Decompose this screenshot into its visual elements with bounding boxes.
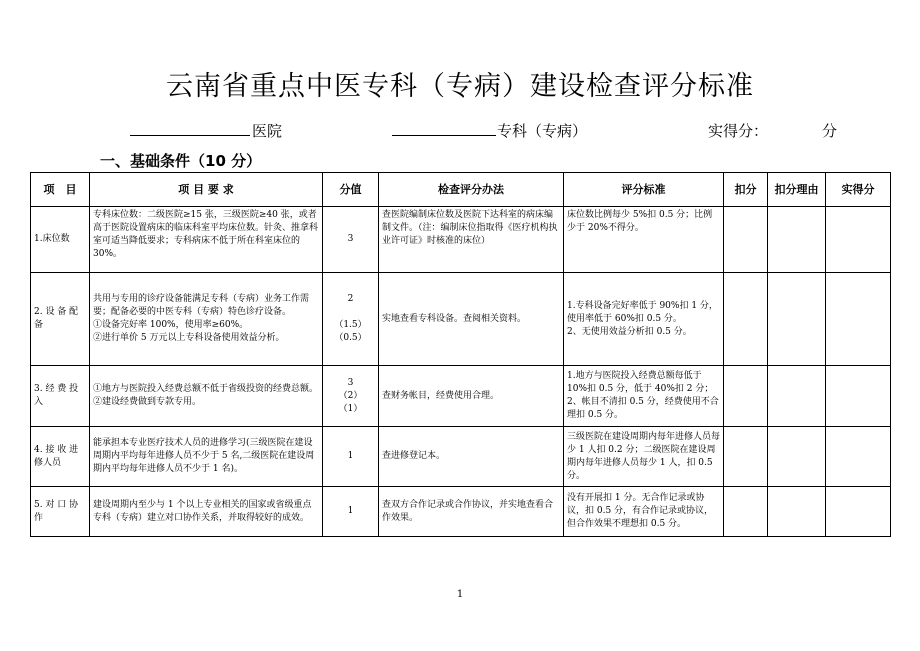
- header-reason: 扣分理由: [768, 173, 826, 207]
- deduct-cell[interactable]: [724, 273, 768, 366]
- score-unit: 分: [822, 122, 838, 140]
- header-method: 检查评分办法: [379, 173, 564, 207]
- page-number: 1: [456, 589, 464, 600]
- header-score: 分值: [323, 173, 379, 207]
- table-row: [31, 366, 891, 427]
- reason-cell[interactable]: [768, 273, 826, 366]
- scoring-table: [30, 172, 891, 537]
- row-score: 3 （2） （1）: [323, 366, 379, 427]
- row-requirement: 专科床位数：二级医院≥15 张，三级医院≥40 张，或者高于医院设置病床的临床科室平均床位数。针灸、推拿科室可适当降低要求；专科病床不低于所在科室床位的 30%。: [90, 207, 323, 273]
- hospital-label: 医院: [252, 122, 283, 140]
- deduct-cell[interactable]: [724, 366, 768, 427]
- deduct-cell[interactable]: [724, 487, 768, 537]
- reason-cell[interactable]: [768, 366, 826, 427]
- row-item: 3. 经 费 投 入: [31, 366, 90, 427]
- row-item: 2. 设 备 配 备: [31, 273, 90, 366]
- table-row: [31, 487, 891, 537]
- header-actual: 实得分: [826, 173, 891, 207]
- row-criteria: 没有开展扣 1 分。无合作记录或协议，扣 0.5 分，有合作记录或协议，但合作效果不理想扣 0.5 分。: [564, 487, 724, 537]
- header-requirement: 项 目 要 求: [90, 173, 323, 207]
- reason-cell[interactable]: [768, 207, 826, 273]
- row-method: 查医院编制床位数及医院下达科室的病床编制文件。（注：编制床位指取得《医疗机构执业许可证》时核准的床位）: [379, 207, 564, 273]
- row-score: 2 （1.5） （0.5）: [323, 273, 379, 366]
- row-score: 3: [323, 207, 379, 273]
- row-criteria: 1.专科设备完好率低于 90%扣 1 分，使用率低于 60%扣 0.5 分。 2、无使用效益分析扣 0.5 分。: [564, 273, 724, 366]
- row-method: 查进修登记本。: [379, 427, 564, 487]
- section-title: 一、基础条件（10 分）: [100, 152, 262, 170]
- deduct-cell[interactable]: [724, 207, 768, 273]
- actual-score-cell[interactable]: [826, 273, 891, 366]
- row-requirement: 共用与专用的诊疗设备能满足专科（专病）业务工作需要；配备必要的中医专科（专病）特色诊疗设备。 ①设备完好率 100%，使用率≥60%。 ②进行单价 5 万元以上专科设备使用效益分析。: [90, 273, 323, 366]
- header-item: 项 目: [31, 173, 90, 207]
- actual-score-cell[interactable]: [826, 207, 891, 273]
- score-label: 实得分：: [708, 122, 769, 140]
- actual-score-cell[interactable]: [826, 366, 891, 427]
- header-deduct: 扣分: [724, 173, 768, 207]
- row-item: 4. 接 收 进 修人员: [31, 427, 90, 487]
- row-method: 查双方合作记录或合作协议，并实地查看合作效果。: [379, 487, 564, 537]
- table-row: [31, 427, 891, 487]
- header-fields: [0, 120, 920, 142]
- row-item: 1.床位数: [31, 207, 90, 273]
- row-score: 1: [323, 427, 379, 487]
- row-requirement: ①地方与医院投入经费总额不低于省级投资的经费总额。 ②建设经费做到专款专用。: [90, 366, 323, 427]
- table-row: [31, 273, 891, 366]
- row-requirement: 建设周期内至少与 1 个以上专业相关的国家或省级重点专科（专病）建立对口协作关系，并取得较好的成效。: [90, 487, 323, 537]
- table-header-row: [31, 173, 891, 207]
- document-title: 云南省重点中医专科（专病）建设检查评分标准: [166, 71, 754, 102]
- row-requirement: 能承担本专业医疗技术人员的进修学习(三级医院在建设周期内平均每年进修人员不少于 5 名,二级医院在建设周期内平均每年进修人员不少于 1 名)。: [90, 427, 323, 487]
- row-criteria: 三级医院在建设周期内每年进修人员每少 1 人扣 0.2 分；二级医院在建设周期内每年进修人员每少 1 人，扣 0.5 分。: [564, 427, 724, 487]
- actual-score-cell[interactable]: [826, 487, 891, 537]
- reason-cell[interactable]: [768, 427, 826, 487]
- reason-cell[interactable]: [768, 487, 826, 537]
- hospital-blank: [130, 135, 250, 136]
- specialty-blank: [392, 135, 496, 136]
- row-method: 实地查看专科设备。查阅相关资料。: [379, 273, 564, 366]
- row-criteria: 床位数比例每少 5%扣 0.5 分；比例少于 20%不得分。: [564, 207, 724, 273]
- row-score: 1: [323, 487, 379, 537]
- row-method: 查财务帐目，经费使用合理。: [379, 366, 564, 427]
- specialty-label: 专科（专病）: [497, 122, 588, 140]
- header-criteria: 评分标准: [564, 173, 724, 207]
- actual-score-cell[interactable]: [826, 427, 891, 487]
- table-row: [31, 207, 891, 273]
- row-criteria: 1.地方与医院投入经费总额每低于 10%扣 0.5 分，低于 40%扣 2 分； 2、帐目不清扣 0.5 分，经费使用不合理扣 0.5 分。: [564, 366, 724, 427]
- row-item: 5. 对 口 协 作: [31, 487, 90, 537]
- deduct-cell[interactable]: [724, 427, 768, 487]
